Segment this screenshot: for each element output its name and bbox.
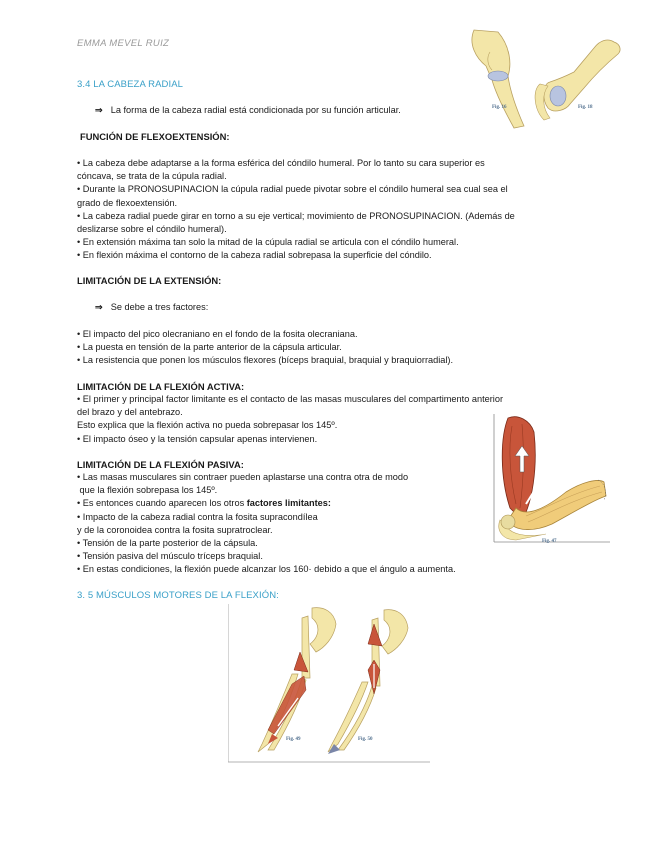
fig16-caption: Fig. 16: [492, 105, 507, 110]
text-line: • El primer y principal factor limitante es el contacto de las masas musculares del compartimento anterior: [77, 394, 504, 404]
text-line: Esto explica que la flexión activa no pueda sobrepasar los 145º.: [77, 420, 338, 431]
text-line: • La cabeza radial puede girar en torno a su eje vertical; movimiento de PRONOSUPINACION. (Además de: [77, 210, 515, 221]
text-line: • La puesta en tensión de la parte anterior de la cápsula articular.: [77, 342, 342, 353]
radial-head-figure: [462, 24, 627, 136]
text-line: [77, 497, 572, 510]
section-title-3-5: 3. 5 MÚSCULOS MOTORES DE LA FLEXIÓN:: [77, 590, 279, 601]
text-line: grado de flexoextensión.: [77, 197, 178, 208]
heading-passive-flexion: LIMITACIÓN DE LA FLEXIÓN PASIVA:: [77, 459, 244, 470]
flexoextension-paragraph: [77, 157, 572, 263]
factors-text: Se debe a tres factores:: [110, 302, 209, 312]
text-line: deslizarse sobre el cóndilo humeral).: [77, 224, 227, 235]
intro-text: La forma de la cabeza radial está condicionada por su función articular.: [110, 105, 401, 115]
text-line: • En estas condiciones, la flexión puede alcanzar los 160· debido a que el ángulo a aumenta.: [77, 564, 456, 575]
heading-flexoextension: FUNCIÓN DE FLEXOEXTENSIÓN:: [80, 131, 230, 142]
text-line: • Impacto de la cabeza radial contra la fosita supracondílea: [77, 511, 318, 522]
text-line: cóncava, se trata de la cúpula radial.: [77, 171, 227, 182]
text-line: • El impacto del pico olecraniano en el fondo de la fosita olecraniana.: [77, 329, 358, 339]
extension-paragraph: [77, 328, 572, 368]
fig50-arm: [328, 610, 408, 754]
text-line: del brazo y del antebrazo.: [77, 407, 183, 418]
fig18-caption: Fig. 18: [578, 105, 593, 110]
text-line: • Tensión de la parte posterior de la cápsula.: [77, 538, 258, 549]
fig49-arm: [258, 608, 336, 752]
double-arrow-icon: ⇒: [95, 302, 103, 312]
double-arrow-icon: ⇒: [95, 105, 103, 115]
fig49-50-figure: [228, 604, 432, 766]
fig49-caption: Fig. 49: [286, 737, 301, 742]
section-title-3-4: 3.4 LA CABEZA RADIAL: [77, 79, 184, 90]
text-line: que la flexión sobrepasa los 145º.: [77, 485, 218, 496]
fig50-caption: Fig. 50: [358, 737, 373, 742]
author-header: EMMA MEVEL RUIZ: [77, 38, 170, 49]
fig47-caption: Fig. 47: [542, 539, 557, 544]
text-fragment: • Es entonces cuando aparecen los otros: [77, 498, 247, 509]
intro-line: [95, 105, 401, 116]
text-line: y de la coronoidea contra la fosita supratroclear.: [77, 524, 273, 535]
text-line: • Durante la PRONOSUPINACION la cúpula radial puede pivotar sobre el cóndilo humeral sea cual sea el: [77, 184, 508, 195]
bold-text: factores limitantes:: [246, 498, 331, 509]
text-line: • La resistencia que ponen los músculos flexores (bíceps braquial, braquial y braquiorradial).: [77, 355, 454, 366]
heading-active-flexion: LIMITACIÓN DE LA FLEXIÓN ACTIVA:: [77, 381, 245, 392]
elbow-bones-left: [472, 30, 524, 128]
text-line: • El impacto óseo y la tensión capsular apenas intervienen.: [77, 433, 318, 444]
factors-line: [95, 302, 208, 313]
text-line: • Las masas musculares sin contraer pueden aplastarse una contra otra de modo: [77, 472, 409, 482]
text-line: • En extensión máxima tan solo la mitad de la cúpula radial se articula con el cóndilo humeral.: [77, 237, 459, 248]
heading-extension-limit: LIMITACIÓN DE LA EXTENSIÓN:: [77, 275, 222, 286]
text-line: • Tensión pasiva del músculo tríceps braquial.: [77, 551, 263, 562]
passive-flexion-paragraph: [77, 471, 572, 577]
text-line: • La cabeza debe adaptarse a la forma esférica del cóndilo humeral. Por lo tanto su cara superior es: [77, 158, 485, 168]
text-line: • En flexión máxima el contorno de la cabeza radial sobrepasa la superficie del cóndilo.: [77, 250, 432, 261]
